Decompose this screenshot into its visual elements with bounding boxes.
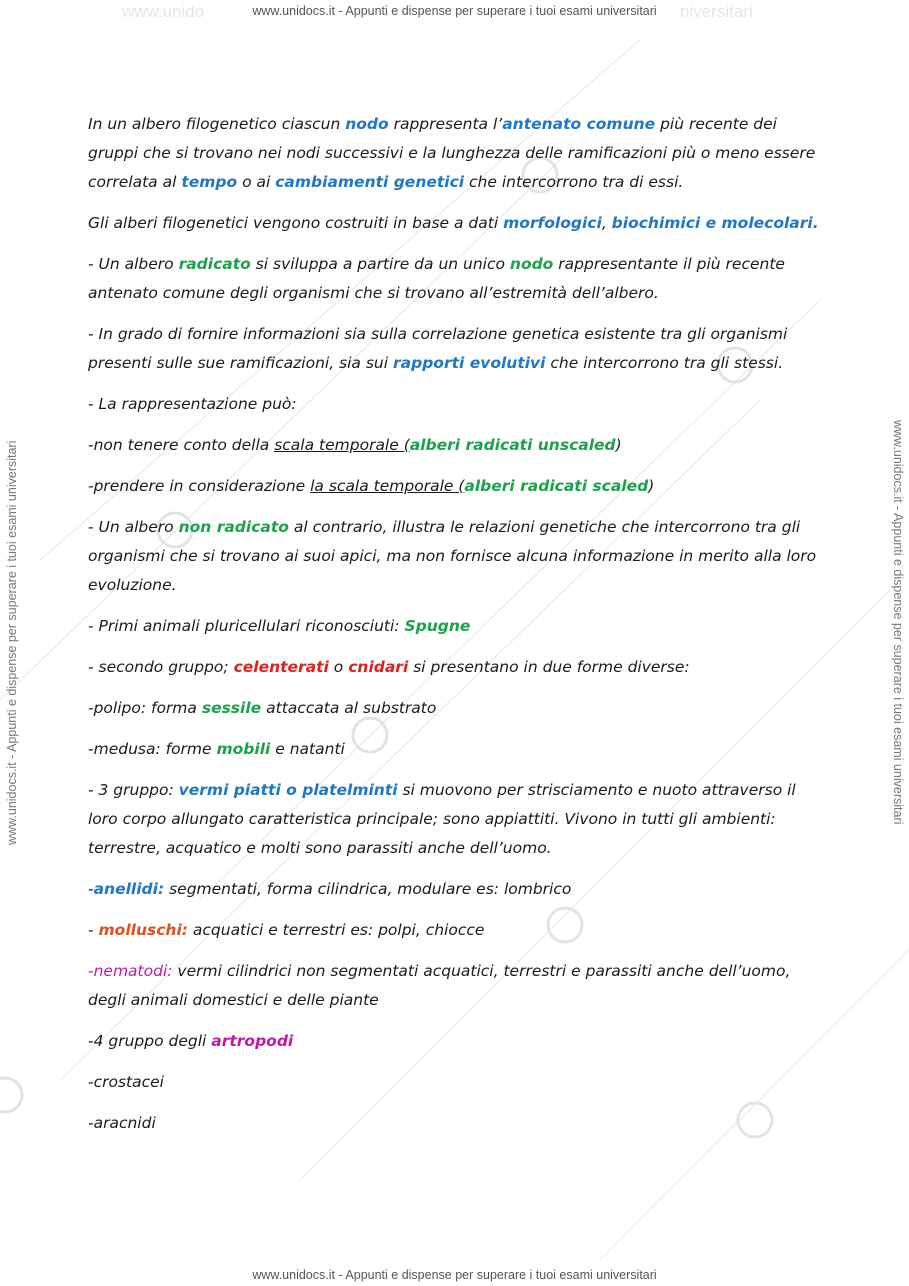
paragraph-third-group: - 3 gruppo: vermi piatti o platelminti si muovono per strisciamento e nuoto attraverso il loro corpo allungato caratteristica principale; sono appiattiti. Vivono in tutti gli ambienti: terrestre, acquatico e molti sono parassiti anche dell’uomo.: [88, 781, 796, 857]
paragraph-crostacei: -crostacei: [88, 1073, 164, 1091]
paragraph-unrooted-tree: - Un albero non radicato al contrario, illustra le relazioni genetiche che intercorrono tra gli organismi che si trovano ai suoi apici, ma non fornisce alcuna informazione in merito alla loro evoluzione.: [88, 518, 817, 594]
paragraph-rooted-tree: - Un albero radicato si sviluppa a partire da un unico nodo rappresentante il più recente antenato comune degli organismi che si trovano all’estremità dell’albero.: [88, 255, 785, 302]
term-biochimici-molecolari: biochimici e molecolari.: [611, 214, 819, 232]
term-vermi-piatti: vermi piatti o platelminti: [178, 781, 398, 799]
term-radicato: radicato: [178, 255, 251, 273]
term-tempo: tempo: [181, 173, 238, 191]
term-mobili: mobili: [216, 740, 271, 758]
side-watermark-right: www.unidocs.it - Appunti e dispense per superare i tuoi esami universitari: [891, 420, 905, 825]
term-nodo-green: nodo: [509, 255, 554, 273]
term-artropodi: artropodi: [211, 1032, 294, 1050]
paragraph-aracnidi: -aracnidi: [88, 1114, 156, 1132]
paragraph-unscaled: -non tenere conto della scala temporale (alberi radicati unscaled): [88, 436, 622, 454]
paragraph-molluschi: - molluschi: acquatici e terrestri es: polpi, chiocce: [88, 921, 485, 939]
footer-watermark: www.unidocs.it - Appunti e dispense per superare i tuoi esami universitari: [252, 1268, 657, 1282]
underlined-la-scala-temporale: la scala temporale (: [310, 477, 465, 495]
ghost-watermark-right: niversitari: [680, 2, 753, 21]
paragraph-tree-data-types: Gli alberi filogenetici vengono costruiti in base a dati morfologici, biochimici e molecolari.: [88, 214, 819, 232]
term-sessile: sessile: [201, 699, 262, 717]
term-nodo: nodo: [345, 115, 389, 133]
side-watermark-left: www.unidocs.it - Appunti e dispense per superare i tuoi esami universitari: [5, 440, 19, 845]
term-nematodi: -nematodi:: [88, 962, 173, 980]
paragraph-nematodi: -nematodi: vermi cilindrici non segmentati acquatici, terrestri e parassiti anche dell’uomo, degli animali domestici e delle piante: [88, 962, 791, 1009]
paragraph-fourth-group: -4 gruppo degli artropodi: [88, 1032, 294, 1050]
term-rapporti-evolutivi: rapporti evolutivi: [393, 354, 546, 372]
term-anellidi: anellidi:: [93, 880, 165, 898]
paragraph-polipo: -polipo: forma sessile attaccata al substrato: [88, 699, 437, 717]
term-cambiamenti-genetici: cambiamenti genetici: [275, 173, 465, 191]
underlined-scala-temporale: scala temporale (: [274, 436, 410, 454]
term-antenato-comune: antenato comune: [502, 115, 656, 133]
paragraph-first-animals: - Primi animali pluricellulari riconosciuti: Spugne: [88, 617, 471, 635]
term-spugne: Spugne: [404, 617, 471, 635]
paragraph-second-group: - secondo gruppo; celenterati o cnidari si presentano in due forme diverse:: [88, 658, 690, 676]
term-alberi-radicati-unscaled: alberi radicati unscaled: [409, 436, 616, 454]
term-alberi-radicati-scaled: alberi radicati scaled: [464, 477, 649, 495]
paragraph-anellidi: -anellidi: segmentati, forma cilindrica, modulare es: lombrico: [88, 880, 572, 898]
paragraph-representation: - La rappresentazione può:: [88, 395, 297, 413]
term-cnidari: cnidari: [348, 658, 409, 676]
paragraph-phylogenetic-tree-nodes: In un albero filogenetico ciascun nodo rappresenta l’antenato comune più recente dei gruppi che si trovano nei nodi successivi e la lunghezza delle ramificazioni più o meno essere correlata al tempo o ai cambiamenti genetici che intercorrono tra di essi.: [88, 115, 816, 191]
term-celenterati: celenterati: [233, 658, 329, 676]
paragraph-genetic-correlation: - In grado di fornire informazioni sia sulla correlazione genetica esistente tra gli organismi presenti sulle sue ramificazioni, sia sui rapporti evolutivi che intercorrono tra gli stessi.: [88, 325, 788, 372]
term-non-radicato: non radicato: [178, 518, 289, 536]
document-body: [88, 110, 828, 1150]
ghost-watermark-left: www.unido: [122, 2, 205, 21]
term-morfologici: morfologici: [503, 214, 602, 232]
term-molluschi: molluschi:: [98, 921, 188, 939]
paragraph-scaled: -prendere in considerazione la scala temporale (alberi radicati scaled): [88, 477, 655, 495]
paragraph-medusa: -medusa: forme mobili e natanti: [88, 740, 345, 758]
header-watermark: www.unidocs.it - Appunti e dispense per superare i tuoi esami universitari: [252, 4, 657, 18]
